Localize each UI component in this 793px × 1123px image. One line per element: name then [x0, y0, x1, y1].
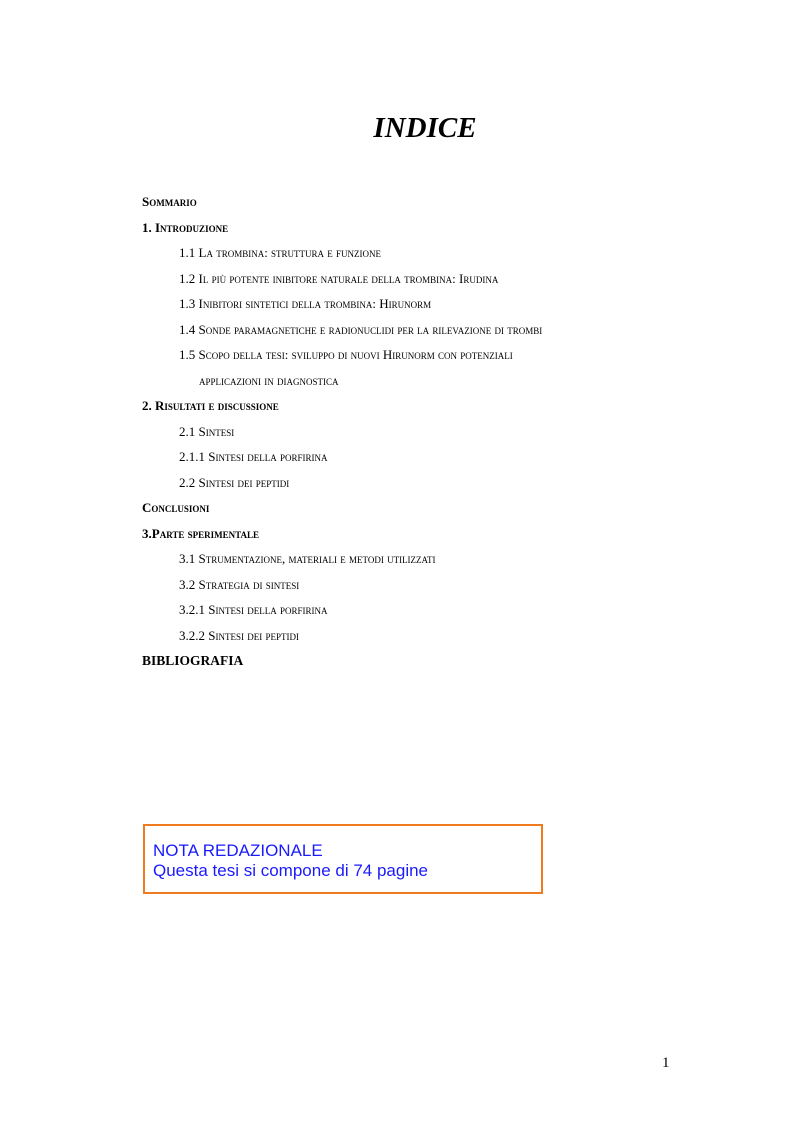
- toc-entry: BIBLIOGRAFIA: [142, 653, 244, 668]
- toc-entry: Sommario: [142, 194, 197, 209]
- toc-entry: applicazioni in diagnostica: [199, 372, 339, 388]
- toc-entry: 3.Parte sperimentale: [142, 525, 259, 541]
- toc-entry: 2.1.1 Sintesi della porfirina: [179, 449, 328, 464]
- toc-entry: 1.4 Sonde paramagnetiche e radionuclidi per la rilevazione di trombi: [179, 321, 543, 337]
- note-heading: NOTA REDAZIONALE: [153, 841, 323, 860]
- toc-entry: 2.1 Sintesi: [179, 423, 235, 439]
- table-of-contents: [142, 189, 702, 674]
- toc-entry: 2. Risultati e discussione: [142, 398, 279, 413]
- toc-entry: 3.2.2 Sintesi dei peptidi: [179, 627, 299, 643]
- toc-entry: 1. Introduzione: [142, 219, 229, 235]
- page-number: 1: [662, 1055, 670, 1071]
- toc-entry: 1.2 Il più potente inibitore naturale della trombina: Irudina: [179, 270, 499, 286]
- page-title: INDICE: [373, 112, 477, 144]
- toc-entry: Conclusioni: [142, 500, 210, 515]
- toc-entry: 1.3 Inibitori sintetici della trombina: Hirunorm: [179, 296, 432, 311]
- toc-entry: 3.1 Strumentazione, materiali e metodi utilizzati: [179, 551, 436, 566]
- note-body: Questa tesi si compone di 74 pagine: [153, 861, 429, 880]
- editorial-note-box: [143, 824, 543, 894]
- toc-entry: 1.5 Scopo della tesi: sviluppo di nuovi Hirunorm con potenziali: [179, 347, 513, 362]
- toc-entry: 3.2 Strategia di sintesi: [179, 576, 300, 592]
- toc-entry: 1.1 La trombina: struttura e funzione: [179, 245, 382, 260]
- toc-entry: 3.2.1 Sintesi della porfirina: [179, 602, 328, 617]
- toc-entry: 2.2 Sintesi dei peptidi: [179, 474, 290, 490]
